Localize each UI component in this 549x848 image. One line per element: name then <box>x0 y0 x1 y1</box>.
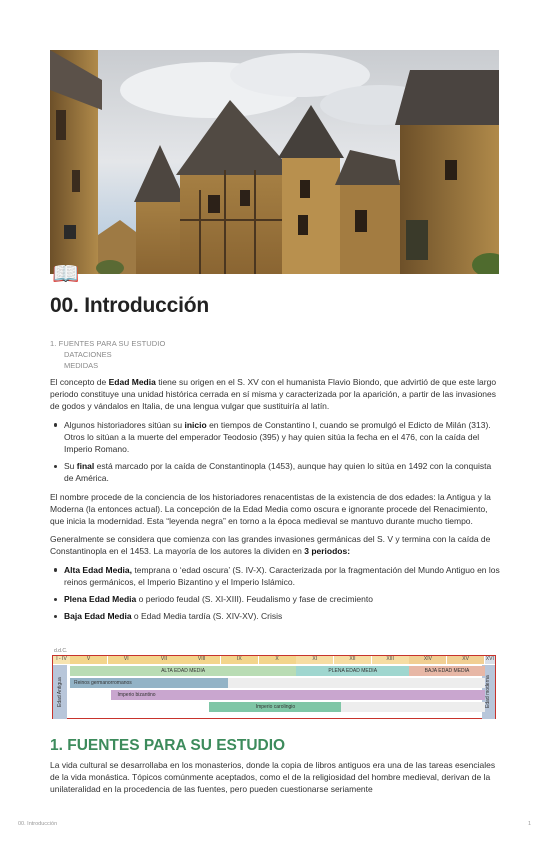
toc-item-dataciones[interactable]: DATACIONES <box>64 350 112 359</box>
text-span: tiene su origen en el S. XV con el humanista Flavio Biondo, que advirtió de que este largo periodo constituye una unidad histórica cerrada en sí misma y caracterizada por la aparición, a partir de las invasiones de godos y vándalos en Italia, de una lengua vulgar que sustituiría al latín. <box>50 377 497 412</box>
text-span: El concepto de <box>50 377 109 387</box>
table-of-contents <box>50 338 165 371</box>
list-item <box>50 610 500 622</box>
section-fuentes-paragraph: La vida cultural se desarrollaba en los monasterios, donde la copia de libros antiguos era una de las tareas esenciales de la vida monástica. Tópicos comúnmente aceptados, como el de la religiosidad del hombre medieval, derivan de la unilateralidad en la procedencia de las fuentes, pero pueden cuestionarse seriamente <box>50 760 496 795</box>
timeline-row-background <box>341 702 484 712</box>
toc-item-fuentes[interactable]: 1. FUENTES PARA SU ESTUDIO <box>50 339 166 348</box>
text-span: en tiempos de Constantino I, cuando se promulgó el Edicto de Milán (313). Otros lo sitúan a la muerte del emperador Teodosio (395) y hay quien sitúa la fecha en el 476, con la caída del Imperio Romano. <box>64 419 491 455</box>
timeline-century-viii: VIII <box>183 656 220 664</box>
intro-content <box>50 376 500 628</box>
timeline-century-vi: VI <box>108 656 145 664</box>
open-book-icon: 📖 <box>52 261 80 286</box>
list-item <box>50 460 500 484</box>
intro-paragraph-3 <box>50 533 500 557</box>
bold-term: Alta Edad Media, <box>64 564 133 575</box>
bold-term: Edad Media <box>108 377 156 387</box>
timeline-century-x: X <box>259 656 296 664</box>
intro-paragraph-1 <box>50 376 500 413</box>
timeline-century-vii: VII <box>145 656 182 664</box>
timeline-label-edad-antigua: Edad Antigua <box>53 665 67 719</box>
timeline-header-antigua: I - IV <box>53 656 70 664</box>
intro-paragraph-2: El nombre procede de la conciencia de los historiadores renacentistas de la existencia de dos edades: la Antigua y la Moderna (la entonces actual). La concepción de la Edad Media como oscura e ignorante procede del Renacimiento, que inicia la modernidad. Esta “leyenda negra” en torno a la época medieval se mantuvo durante mucho tiempo. <box>50 491 491 527</box>
text-span: o Edad Media tardía (S. XIV-XV). Crisis <box>131 611 283 622</box>
text-span: o periodo feudal (S. XI-XIII). Feudalismo y fase de crecimiento <box>136 594 373 605</box>
timeline-bar-reinos-germanorromanos: Reinos germanorromanos <box>70 678 228 688</box>
bold-term: inicio <box>184 419 207 430</box>
timeline-header-moderna: XVI <box>485 656 494 662</box>
timeline-century-v: V <box>70 656 107 664</box>
bold-term: final <box>76 461 95 472</box>
text-span: temprana o ‘edad oscura’ (S. IV-X). Caracterizada por la fragmentación del Mundo Antiguo en los reinos germánicos, el Imperio Bizantino y el Imperio Islámico. <box>64 564 500 587</box>
bold-term: Baja Edad Media <box>64 611 132 622</box>
list-item <box>50 564 500 588</box>
timeline-bar-imperio-carolingio: Imperio carolingio <box>209 702 341 712</box>
timeline-bar-baja-edad-media: BAJA EDAD MEDIA <box>409 666 484 676</box>
page-title: 00. Introducción <box>50 294 209 317</box>
footer-page-title: 00. Introducción <box>18 821 58 827</box>
timeline-century-xii: XII <box>334 656 371 664</box>
section-heading-fuentes: 1. FUENTES PARA SU ESTUDIO <box>50 737 286 754</box>
timeline-century-xiii: XIII <box>372 656 409 664</box>
cover-image <box>50 50 499 274</box>
timeline-label-edad-moderna: Edad moderna <box>482 665 495 719</box>
footer-page-number: 1 <box>527 821 531 827</box>
periods-list <box>50 564 500 623</box>
medieval-village-photo <box>50 50 499 274</box>
timeline-bar-imperio-bizantino: Imperio bizantino <box>111 690 484 700</box>
text-span: Su <box>64 461 77 472</box>
timeline-century-ix: IX <box>221 656 258 664</box>
text-span: está marcado por la caída de Constantinopla (1453), aunque hay quien lo sitúa en 1492 con la conquista de América. <box>64 461 492 484</box>
list-item <box>50 593 500 605</box>
timeline-era-note: d.d.C. <box>54 648 68 654</box>
timeline-bar-plena-edad-media: PLENA EDAD MEDIA <box>296 666 409 676</box>
text-span: Algunos historiadores sitúan su <box>64 419 185 430</box>
bold-term: 3 periodos: <box>304 546 351 557</box>
toc-item-medidas[interactable]: MEDIDAS <box>64 361 99 370</box>
medieval-timeline-diagram <box>50 648 499 720</box>
text-span: Generalmente se considera que comienza con las grandes invasiones germánicas del S. V y termina con la caída de Constantinopla en el 1453. La mayoría de los autores la dividen en <box>50 534 491 557</box>
timeline-century-xv: XV <box>447 656 484 664</box>
list-item <box>50 419 500 456</box>
origin-list <box>50 419 500 485</box>
timeline-century-xiv: XIV <box>409 656 446 664</box>
timeline-bar-alta-edad-media: ALTA EDAD MEDIA <box>70 666 296 676</box>
bold-term: Plena Edad Media <box>64 594 137 605</box>
timeline-century-xi: XI <box>296 656 333 664</box>
timeline-row-background <box>228 678 484 688</box>
